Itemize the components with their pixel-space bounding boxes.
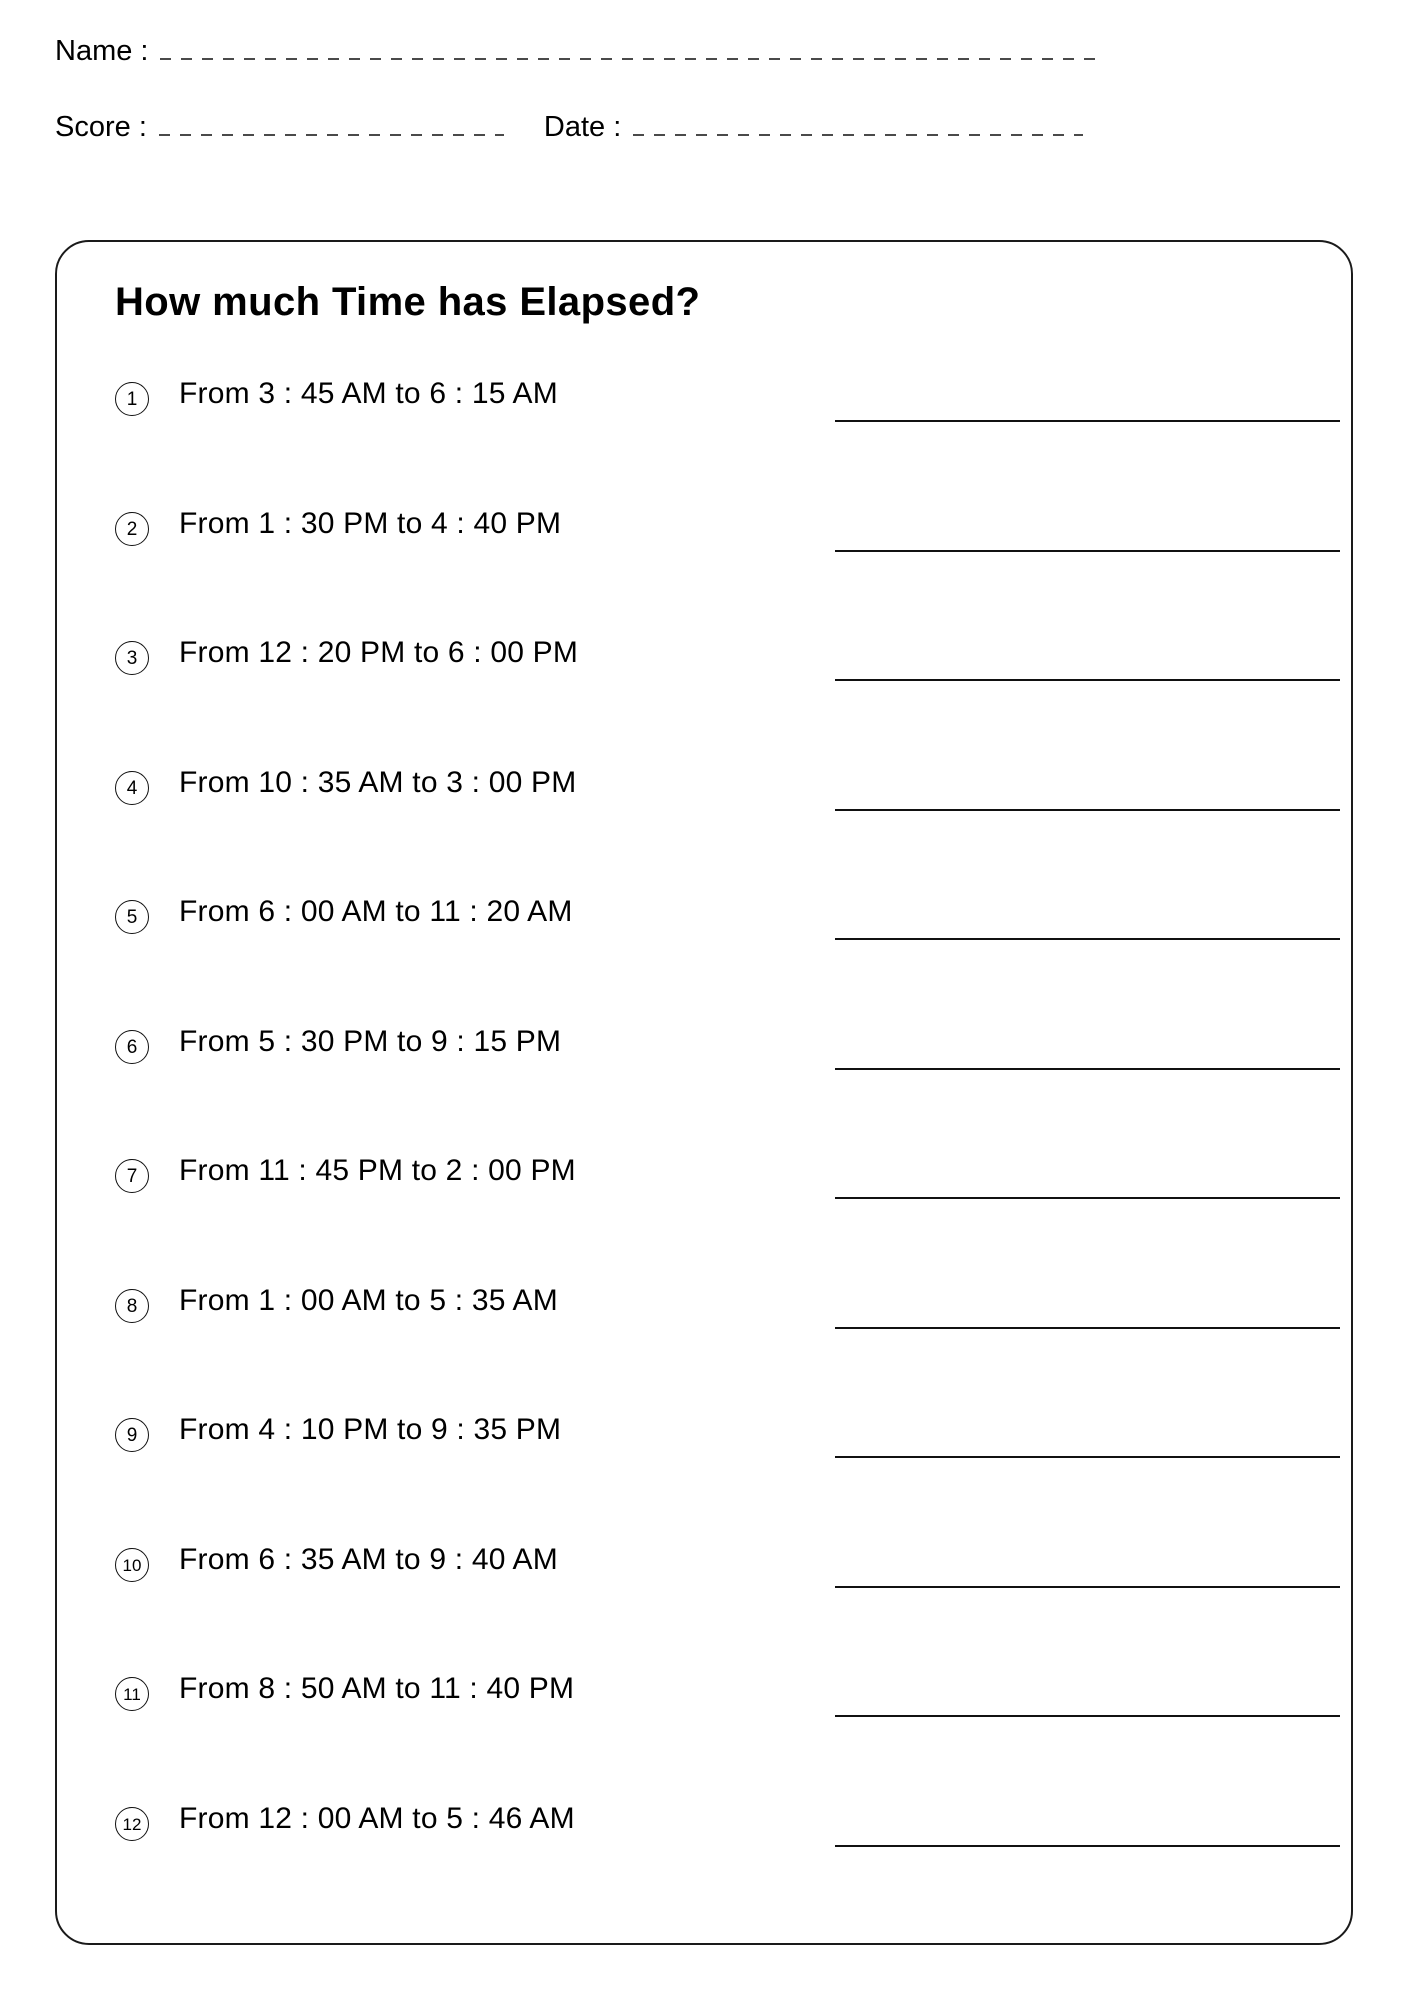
answer-line[interactable] — [835, 679, 1340, 681]
name-row — [55, 35, 1175, 83]
question-number: 10 — [115, 1548, 149, 1582]
question-text: From 10 : 35 AM to 3 : 00 PM — [179, 765, 577, 799]
answer-line[interactable] — [835, 1456, 1340, 1458]
question-row — [57, 1010, 1351, 1140]
question-text: From 12 : 00 AM to 5 : 46 AM — [179, 1801, 575, 1835]
name-label: Name : — [55, 35, 149, 67]
answer-line[interactable] — [835, 1715, 1340, 1717]
question-text: From 6 : 35 AM to 9 : 40 AM — [179, 1542, 558, 1576]
question-text: From 1 : 00 AM to 5 : 35 AM — [179, 1283, 558, 1317]
student-info-header — [55, 35, 1175, 159]
question-row — [57, 621, 1351, 751]
answer-line[interactable] — [835, 1068, 1340, 1070]
question-number: 5 — [115, 900, 149, 934]
question-number: 3 — [115, 641, 149, 675]
question-number: 8 — [115, 1289, 149, 1323]
question-row — [57, 1657, 1351, 1787]
question-number: 4 — [115, 771, 149, 805]
question-row — [57, 362, 1351, 492]
question-number: 12 — [115, 1807, 149, 1841]
question-row — [57, 1269, 1351, 1399]
score-write-line[interactable] — [159, 134, 504, 136]
question-number: 11 — [115, 1677, 149, 1711]
question-row — [57, 1398, 1351, 1528]
question-list — [57, 362, 1351, 1916]
score-date-row — [55, 111, 1175, 159]
question-number: 9 — [115, 1418, 149, 1452]
answer-line[interactable] — [835, 550, 1340, 552]
question-row — [57, 1528, 1351, 1658]
question-row — [57, 880, 1351, 1010]
question-text: From 12 : 20 PM to 6 : 00 PM — [179, 636, 579, 669]
score-label: Score : — [55, 111, 147, 143]
question-row — [57, 751, 1351, 881]
answer-line[interactable] — [835, 1197, 1340, 1199]
date-write-line[interactable] — [633, 134, 1083, 136]
answer-line[interactable] — [835, 1845, 1340, 1847]
answer-line[interactable] — [835, 1327, 1340, 1329]
question-text: From 8 : 50 AM to 11 : 40 PM — [179, 1672, 575, 1705]
question-number: 6 — [115, 1030, 149, 1064]
question-row — [57, 492, 1351, 622]
answer-line[interactable] — [835, 420, 1340, 422]
question-text: From 11 : 45 PM to 2 : 00 PM — [179, 1154, 576, 1187]
name-write-line[interactable] — [160, 58, 1100, 60]
answer-line[interactable] — [835, 809, 1340, 811]
question-row — [57, 1787, 1351, 1917]
question-number: 7 — [115, 1159, 149, 1193]
question-number: 2 — [115, 512, 149, 546]
worksheet-title: How much Time has Elapsed? — [115, 280, 701, 324]
date-label: Date : — [543, 111, 622, 143]
question-row — [57, 1139, 1351, 1269]
answer-line[interactable] — [835, 1586, 1340, 1588]
question-number: 1 — [115, 382, 149, 416]
question-text: From 6 : 00 AM to 11 : 20 AM — [179, 895, 573, 928]
worksheet-card — [55, 240, 1353, 1945]
question-text: From 3 : 45 AM to 6 : 15 AM — [179, 377, 558, 410]
answer-line[interactable] — [835, 938, 1340, 940]
question-text: From 4 : 10 PM to 9 : 35 PM — [179, 1413, 562, 1446]
question-text: From 1 : 30 PM to 4 : 40 PM — [179, 506, 562, 540]
question-text: From 5 : 30 PM to 9 : 15 PM — [179, 1024, 562, 1058]
